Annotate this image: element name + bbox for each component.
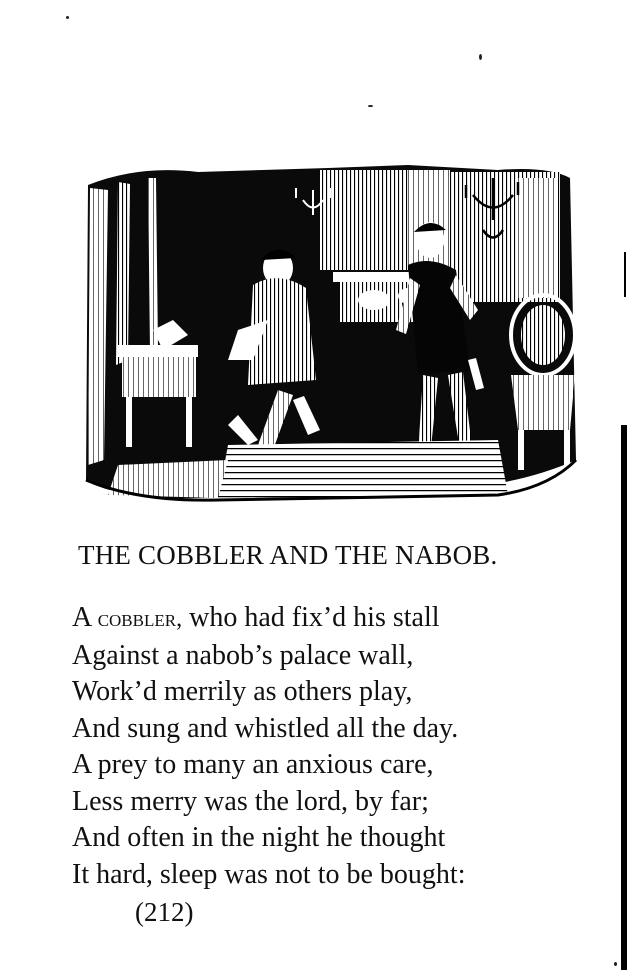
engraving-illustration xyxy=(78,160,583,505)
page-edge-bar xyxy=(621,425,627,970)
poem-line: It hard, sleep was not to be bought: xyxy=(72,858,466,890)
scan-speck xyxy=(479,54,482,60)
page-edge-mark xyxy=(624,252,626,297)
poem-body xyxy=(72,600,592,893)
page-number: (212) xyxy=(135,897,194,927)
poem-line-rest: who had fix’d his stall xyxy=(182,602,440,633)
scan-speck xyxy=(66,16,69,19)
poem-line: Less merry was the lord, by far; xyxy=(72,785,429,817)
poem-line xyxy=(72,600,592,638)
poem-title: THE COBBLER AND THE NABOB. xyxy=(78,540,498,570)
poem-line: Against a nabob’s palace wall, xyxy=(72,639,414,671)
poem-line: And sung and whistled all the day. xyxy=(72,712,459,744)
poem-line-lead: A xyxy=(72,602,91,633)
poem-line: A prey to many an anxious care, xyxy=(72,749,434,780)
poem-smallcaps-word: cobbler, xyxy=(97,606,183,632)
scan-speck xyxy=(614,962,617,966)
scan-speck xyxy=(368,105,373,107)
poem-line: Work’d merrily as others play, xyxy=(72,676,413,707)
poem-line: And often in the night he thought xyxy=(72,822,446,853)
